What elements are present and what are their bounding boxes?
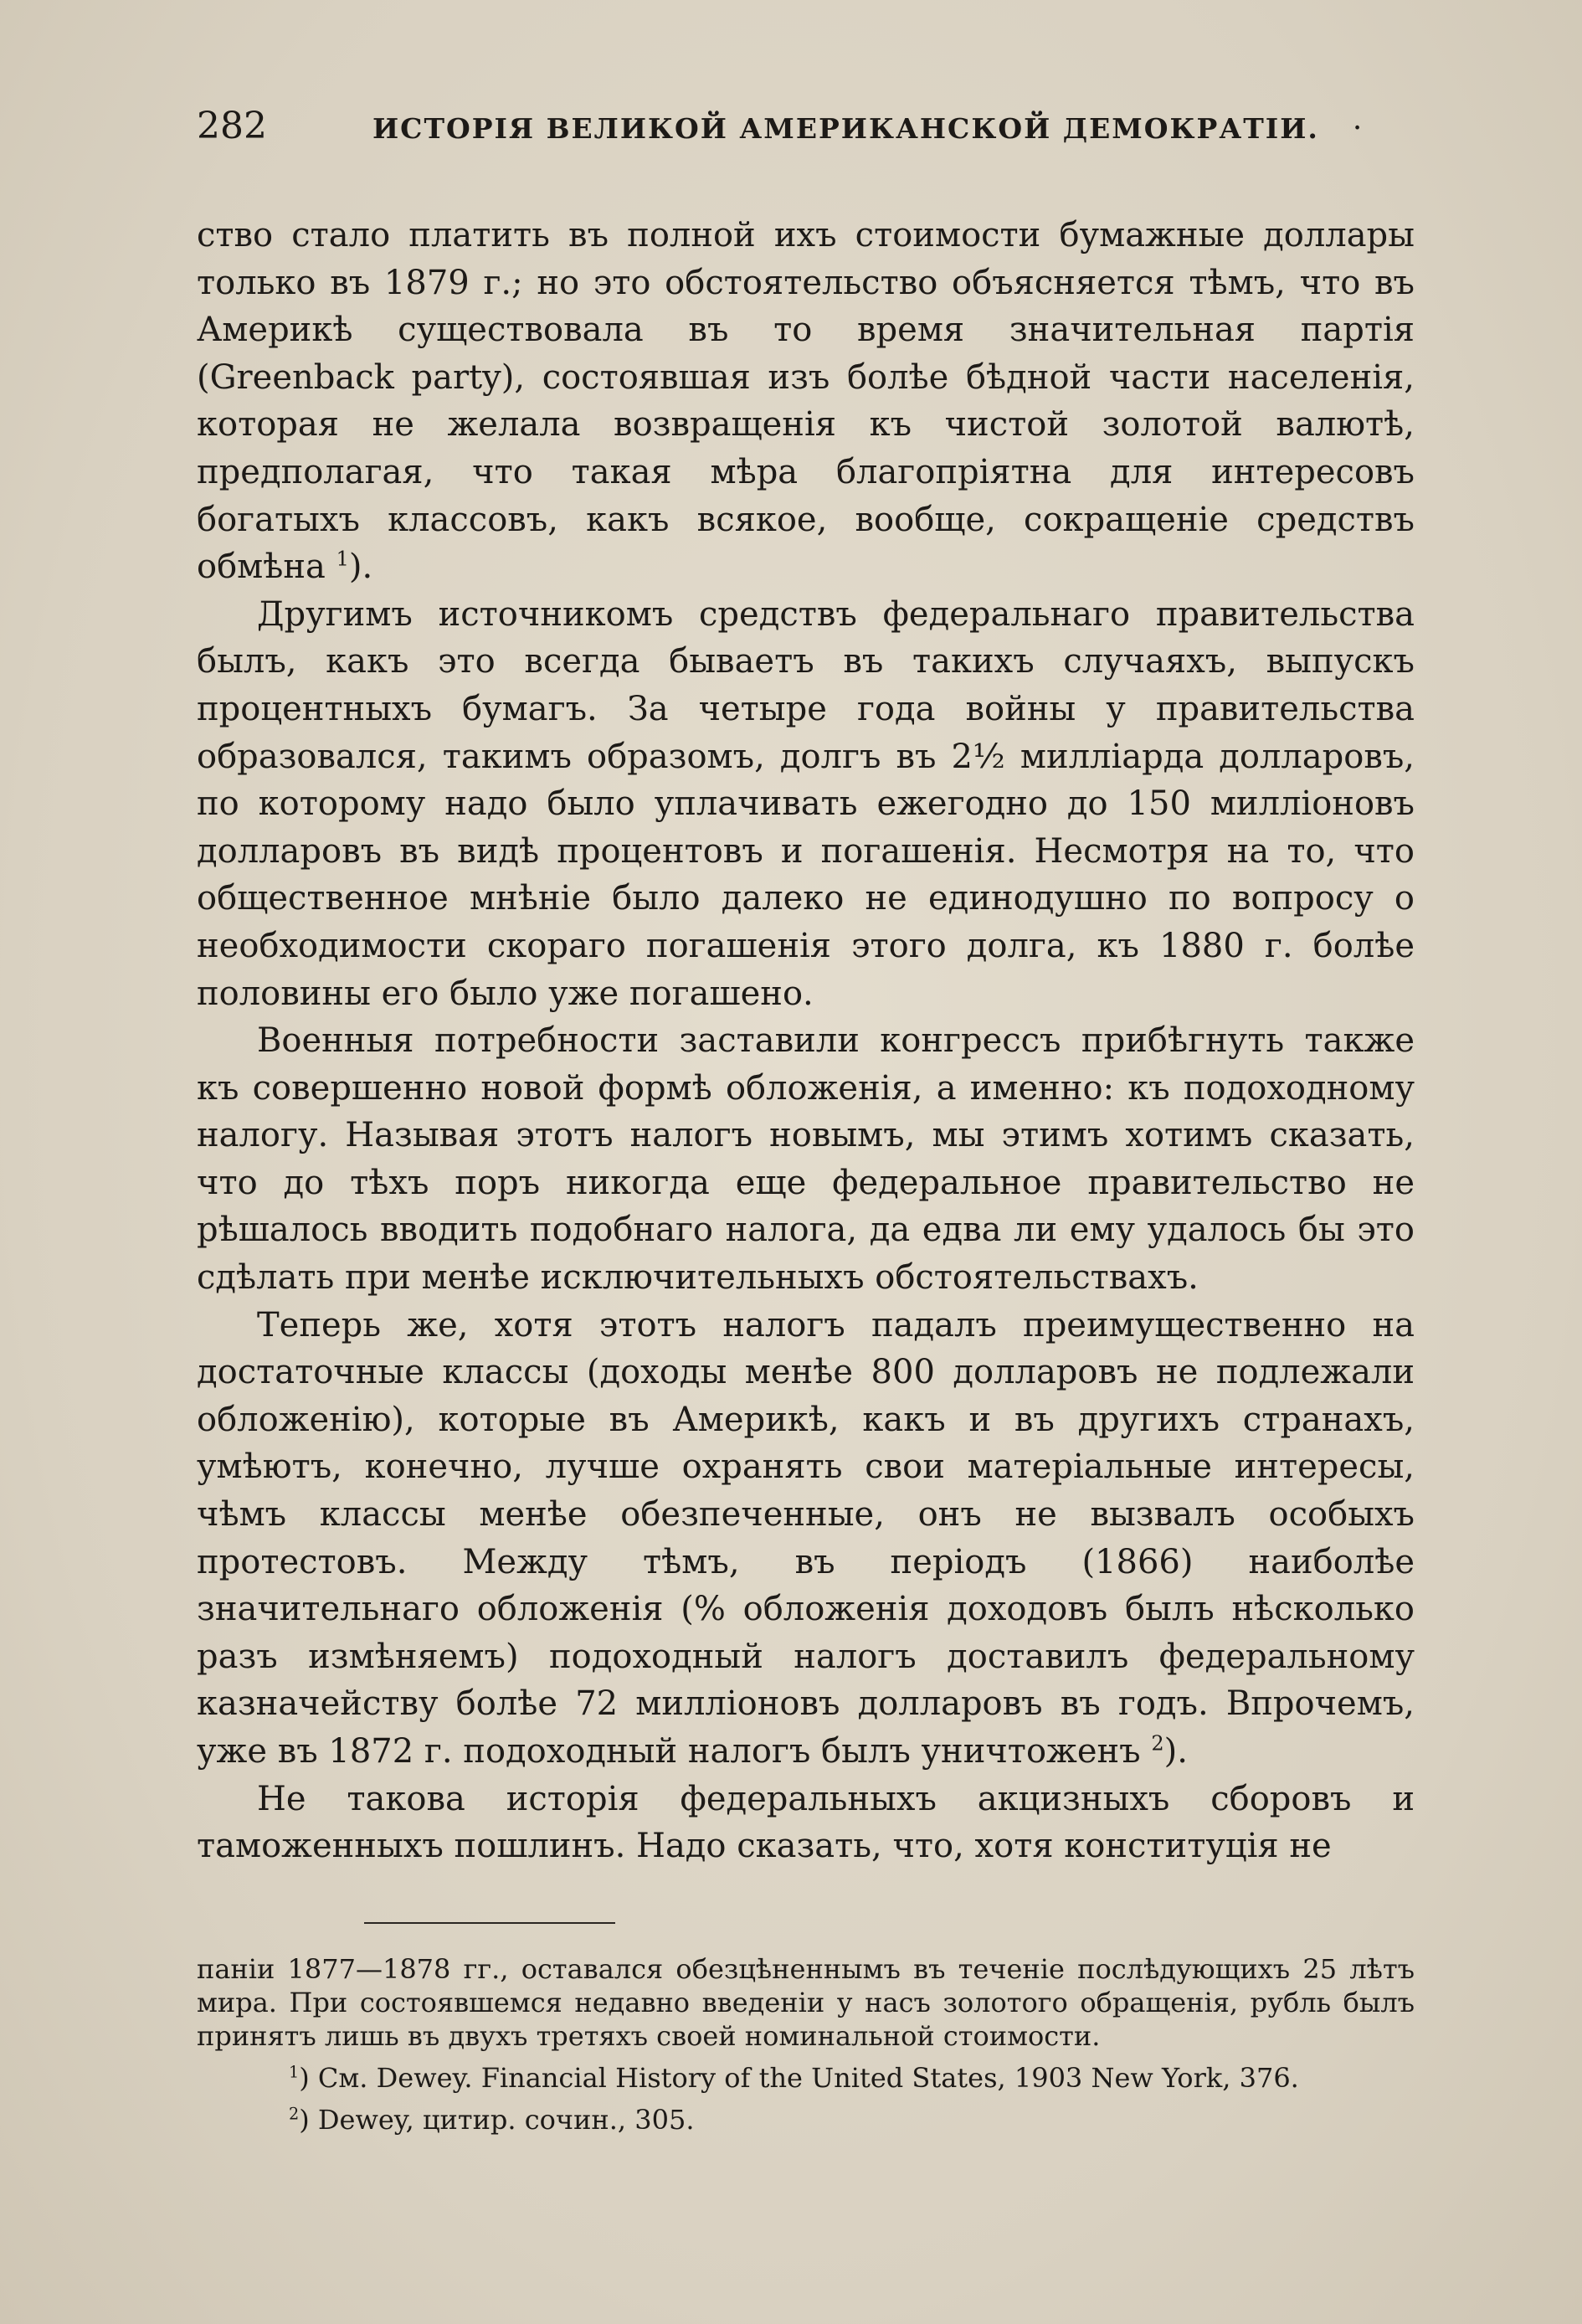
footnote-2 [197, 2103, 1415, 2136]
paragraph-1-end: ). [348, 548, 373, 587]
page-number: 282 [197, 105, 267, 147]
footnote-1-text: ) См. Dewey. Financial History of the United States, 1903 New York, 376. [299, 2061, 1299, 2094]
running-title: ИСТОРІЯ ВЕЛИКОЙ АМЕРИКАНСКОЙ ДЕМОКРАТІИ. [372, 112, 1319, 145]
paragraph-4-text: Теперь же, хотя этотъ налогъ падалъ преимущественно на достаточные классы (доходы менѣе 800 долларовъ не подлежали обложенію), которые въ Америкѣ, какъ и въ другихъ странахъ, умѣютъ, конечно, лучше охранять свои матеріальные интересы, чѣмъ классы менѣе обезпеченные, онъ не вызвалъ особыхъ протестовъ. Между тѣмъ, въ періодъ (1866) наиболѣе значительнаго обложенія (% обложенія доходовъ былъ нѣсколько разъ измѣняемъ) подоходный налогъ доставилъ федеральному казначейству болѣе 72 милліоновъ долларовъ въ годъ. Впрочемъ, уже въ 1872 г. подоходный налогъ былъ уничтоженъ [197, 1305, 1415, 1771]
paragraph-4-end: ). [1163, 1732, 1188, 1771]
footnote-1 [197, 2061, 1415, 2095]
main-text [197, 212, 1415, 1870]
paragraph-continuation [197, 212, 1415, 591]
paragraph-2: Другимъ источникомъ средствъ федеральнаго правительства былъ, какъ это всегда бываетъ въ такихъ случаяхъ, выпускъ процентныхъ бумагъ. За четыре года войны у правительства образовался, такимъ образомъ, долгъ въ 2½ милліарда долларовъ, по которому надо было уплачивать ежегодно до 150 милліоновъ долларовъ въ видѣ процентовъ и погашенія. Несмотря на то, что общественное мнѣніе было далеко не единодушно по вопросу о необходимости скораго погашенія этого долга, къ 1880 г. болѣе половины его было уже погашено. [197, 594, 1415, 1013]
header-dot: · [1352, 111, 1363, 146]
footnote-2-text: ) Dewey, цитир. сочин., 305. [299, 2103, 695, 2136]
page-header [197, 105, 1415, 163]
footnote-ref-2: 2 [1151, 1731, 1164, 1756]
footnote-ref-1: 1 [336, 547, 349, 571]
paragraph-1-text: ство стало платить въ полной ихъ стоимости бумажные доллары только въ 1879 г.; но это обстоятельство объясняется тѣмъ, что въ Америкѣ существовала въ то время значительная партія (Greenback party), состоявшая изъ болѣе бѣдной части населенія, которая не желала возвращенія къ чистой золотой валютѣ, предполагая, что такая мѣра благопріятна для интересовъ богатыхъ классовъ, какъ всякое, вообще, сокращеніе средствъ обмѣна [197, 216, 1415, 587]
footnote-continuation: паніи 1877—1878 гг., оставался обезцѣненнымъ въ теченіе послѣдующихъ 25 лѣтъ мира. При состоявшемся недавно введеніи у насъ золотого обращенія, рубль былъ принятъ лишь въ двухъ третяхъ своей номинальной стоимости. [197, 1952, 1415, 2052]
footnote-1-mark: 1 [289, 2062, 300, 2082]
paragraph-3: Военныя потребности заставили конгрессъ прибѣгнуть также къ совершенно новой формѣ обложенія, а именно: къ подоходному налогу. Называя этотъ налогъ новымъ, мы этимъ хотимъ сказать, что до тѣхъ поръ никогда еще федеральное правительство не рѣшалось вводить подобнаго налога, да едва ли ему удалось бы это сдѣлать при менѣе исключительныхъ обстоятельствахъ. [197, 1021, 1415, 1298]
paragraph-4 [197, 1302, 1415, 1776]
footnote-2-mark: 2 [289, 2104, 300, 2124]
footnote-divider [364, 1922, 615, 1924]
footnotes [197, 1952, 1415, 2136]
paragraph-5: Не такова исторія федеральныхъ акцизныхъ сборовъ и таможенныхъ пошлинъ. Надо сказать, что, хотя конституція не [197, 1779, 1415, 1866]
